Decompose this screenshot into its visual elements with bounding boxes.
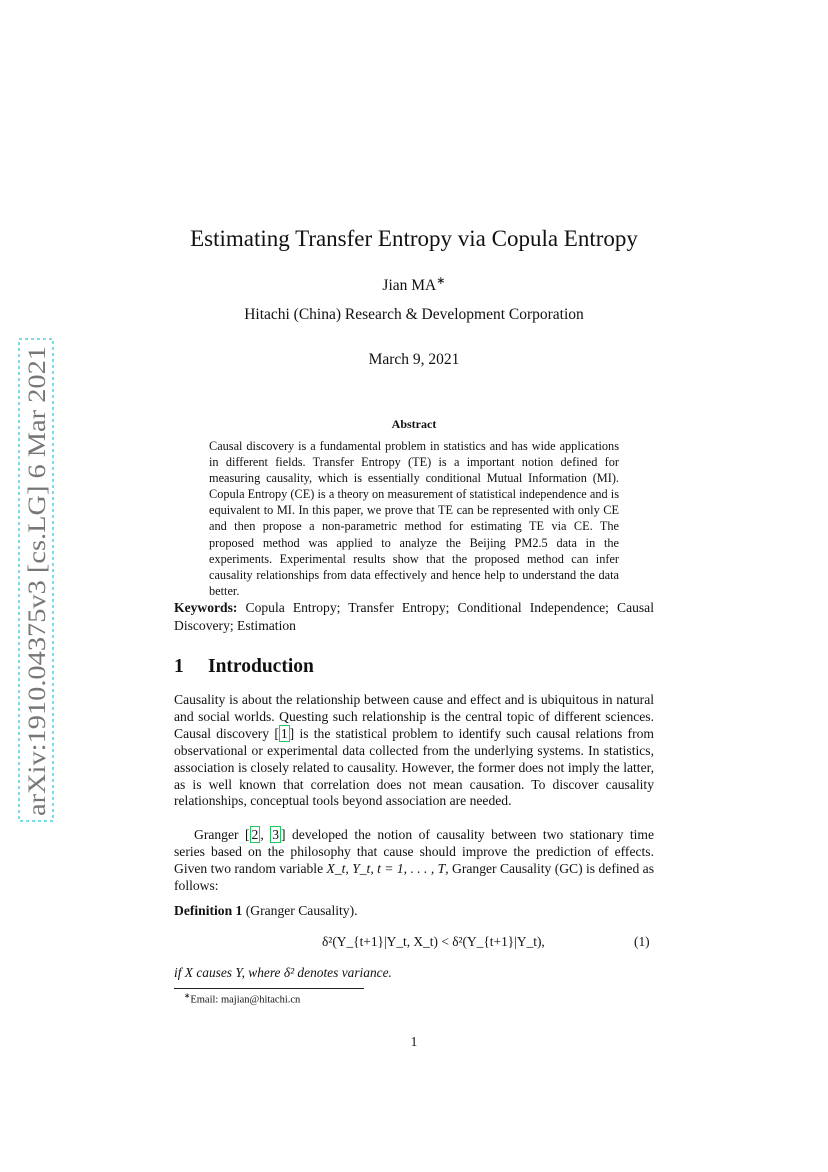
keywords-label: Keywords: [174, 600, 238, 615]
paper-author [0, 274, 828, 295]
keywords [174, 599, 654, 635]
paper-affiliation: Hitachi (China) Research & Development Corporation [244, 306, 584, 323]
section-number: 1 [174, 656, 184, 677]
intro-paragraph-2: Granger [ 2 , 3 ] developed the notion of causality between two stationary time series based on the philosophy that cause should improve the prediction of effects. Given two random variable X_t, Y_t, t = 1, . . . , T, Granger Causality (GC) is defined as follows: [174, 827, 654, 893]
intro-p2-text-c: , Granger Causality (GC) is defined as follows: [174, 860, 654, 893]
keywords-text: Copula Entropy; Transfer Entropy; Conditional Independence; Causal Discovery; Estimation [174, 600, 654, 633]
arxiv-stamp[interactable] [18, 338, 54, 822]
abstract-heading: Abstract [391, 417, 437, 431]
definition-body: if X causes Y, where δ² denotes variance. [174, 965, 392, 980]
intro-p1-text-b: is the statistical problem to identify such causal relations from observational or experimental data collected from the underlying systems. In statistics, association is closely related to causality. However, the former does not imply the latter, as is well known that correlation does not mean causation. To discover causality relationships, conceptual tools beyond association are needed. [174, 725, 654, 809]
intro-p2-text-b: developed the notion of causality between two stationary time series based on the philosophy that cause should improve the prediction of effects. Given two random variable [174, 827, 654, 876]
arxiv-stamp-text: arXiv:1910.04375v3 [cs.LG] 6 Mar 2021 [22, 393, 51, 816]
footnote [184, 991, 300, 1006]
definition-name: (Granger Causality). [245, 903, 358, 918]
citation-link-1[interactable]: 1 [280, 725, 288, 741]
author-footnote-mark[interactable]: ∗ [436, 275, 446, 287]
equation-number: (1) [634, 934, 650, 949]
intro-p1-text-a: Causality is about the relationship between cause and effect and is ubiquitous in natural and social worlds. Questing such relationship is the central topic of different sciences. Causal discovery [174, 692, 654, 741]
page-number: 1 [410, 1034, 418, 1049]
footnote-rule [174, 988, 364, 989]
citation-link-3[interactable]: 3 [272, 827, 279, 842]
definition-label: Definition 1 [174, 903, 243, 918]
citation-link-2[interactable]: 2 [251, 827, 259, 842]
section-title: Introduction [208, 656, 314, 677]
definition-heading [174, 903, 358, 919]
abstract-body: Causal discovery is a fundamental problem in statistics and has wide applications in different fields. Transfer Entropy (TE) is a important notion defined for measuring causality, which is essentially conditional Mutual Information (MI). Copula Entropy (CE) is a theory on measurement of statistical independence and is equivalent to MI. In this paper, we prove that TE can be represented with only CE and then propose a non-parametric method for estimating TE via CE. The proposed method was applied to analyze the Beijing PM2.5 data in the experiments. Experimental results show that the proposed method can infer causality relationships from data effectively and hence help to understand the data better. [209, 439, 619, 598]
intro-paragraph-1: Causality is about the relationship between cause and effect and is ubiquitous in natural and social worlds. Questing such relationship is the central topic of different sciences. Causal discovery [ 1 ] is the statistical problem to identify such causal relations from observational or experimental data collected from the underlying systems. In statistics, association is closely related to causality. However, the former does not imply the latter, as is well known that correlation does not mean causation. To discover causality relationships, conceptual tools beyond association are needed. [174, 692, 654, 809]
author-name: Jian MA [382, 277, 437, 295]
intro-p2-math: X_t, Y_t, t = 1, . . . , T [326, 860, 446, 876]
arxiv-stamp-graphic [18, 338, 54, 822]
footnote-mark: ∗ [184, 991, 191, 1000]
footnote-text: Email: majian@hitachi.cn [190, 994, 301, 1006]
paper-date: March 9, 2021 [368, 351, 460, 368]
paper-title: Estimating Transfer Entropy via Copula Entropy [190, 226, 638, 251]
equation-1: δ²(Y_{t+1}|Y_t, X_t) < δ²(Y_{t+1}|Y_t), [322, 934, 545, 949]
section-heading-introduction [174, 656, 314, 678]
intro-p2-text-a: Granger [194, 827, 245, 842]
